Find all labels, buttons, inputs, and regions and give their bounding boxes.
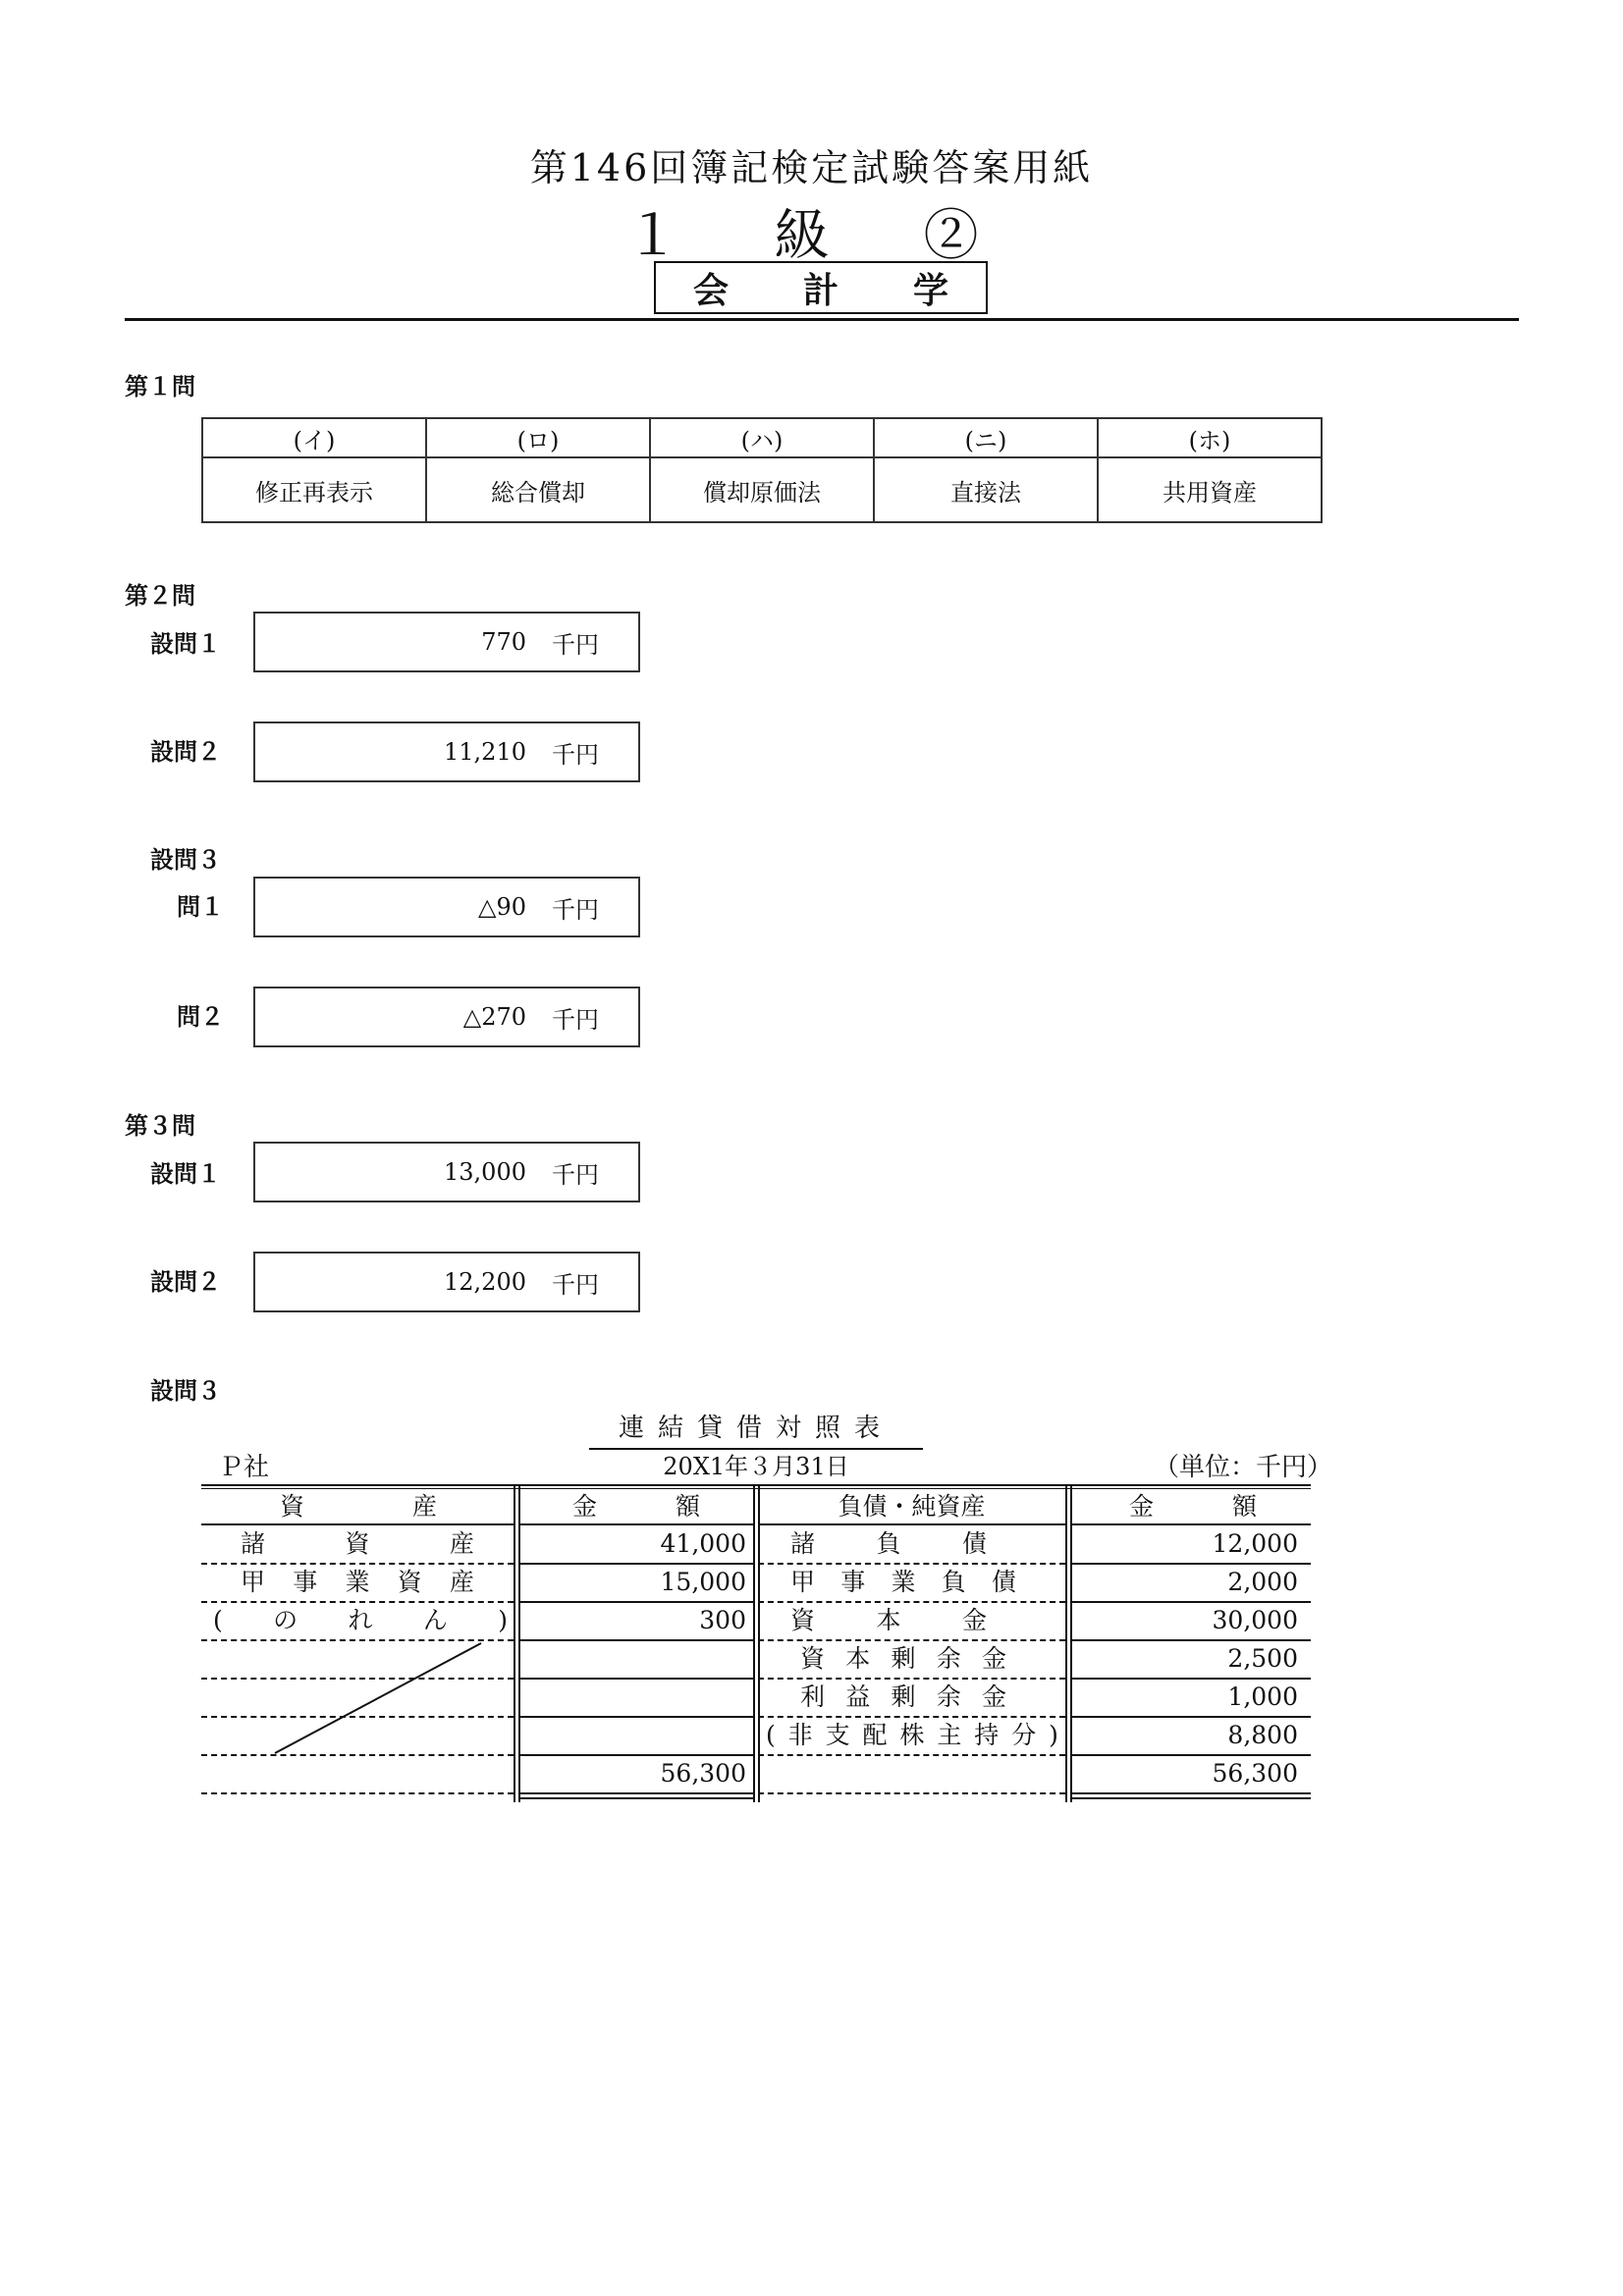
q3-s3-label: 設問３ <box>150 1377 221 1405</box>
q3-s1-label: 設問１ <box>150 1160 221 1188</box>
label-char: 債 <box>991 1568 1016 1596</box>
q2-s3-p1-answer-box <box>253 877 640 937</box>
table-top-rule <box>201 1484 1311 1486</box>
blank-area-slash <box>201 1635 514 1763</box>
label-char: ( <box>766 1721 776 1749</box>
asset-item-label <box>213 1602 508 1639</box>
total-assets: 56,300 <box>660 1759 746 1788</box>
header-divider <box>125 318 1519 321</box>
row-rule <box>518 1601 753 1603</box>
label-char: 資 <box>345 1529 370 1558</box>
row-rule <box>1070 1601 1311 1603</box>
row-rule <box>518 1563 753 1565</box>
label-char: 債 <box>961 1529 987 1558</box>
liability-amount: 2,500 <box>1227 1644 1298 1673</box>
label-char: 資 <box>397 1568 422 1596</box>
q3-label: 第３問 <box>125 1112 195 1140</box>
row-rule <box>758 1563 1065 1565</box>
company-name: Ｐ社 <box>218 1453 270 1482</box>
row-rule <box>758 1678 1065 1680</box>
liability-item-label <box>800 1679 1006 1716</box>
row-rule <box>201 1754 514 1756</box>
label-char: 主 <box>937 1721 962 1749</box>
row-rule <box>758 1601 1065 1603</box>
label-char: 益 <box>845 1682 871 1711</box>
answer-value: 13,000 <box>444 1158 526 1186</box>
q1-header-cell: (ニ) <box>874 418 1098 457</box>
header-amount2 <box>1129 1488 1257 1525</box>
row-rule <box>518 1792 753 1794</box>
subject-box <box>654 261 988 314</box>
column-divider <box>514 1484 515 1802</box>
label-char: の <box>273 1606 298 1634</box>
q1-answer-cell: 直接法 <box>874 457 1098 522</box>
row-rule <box>758 1639 1065 1641</box>
row-rule <box>758 1754 1065 1756</box>
asset-amount: 15,000 <box>660 1568 746 1596</box>
consolidated-balance-sheet <box>201 1484 1311 1806</box>
answer-value: △90 <box>478 893 526 921</box>
column-divider <box>753 1484 755 1802</box>
label-char: 分 <box>1011 1721 1037 1749</box>
q1-header-cell: (ロ) <box>426 418 650 457</box>
total-liabilities: 56,300 <box>1212 1759 1298 1788</box>
column-divider <box>1065 1484 1067 1802</box>
answer-unit: 千円 <box>552 895 599 924</box>
answer-unit: 千円 <box>552 1005 599 1034</box>
answer-unit: 千円 <box>552 630 599 659</box>
q1-answer-cell: 償却原価法 <box>650 457 874 522</box>
liability-item-label <box>766 1717 1058 1754</box>
asset-amount: 300 <box>699 1606 746 1634</box>
liability-amount: 12,000 <box>1212 1529 1298 1558</box>
label-char: 金 <box>981 1682 1006 1711</box>
asset-item-label <box>241 1564 474 1601</box>
label-char: ん <box>422 1606 448 1634</box>
q1-answer-cell: 修正再表示 <box>202 457 426 522</box>
row-rule <box>518 1797 753 1799</box>
answer-value: △270 <box>462 1003 526 1031</box>
subject-char: 計 <box>802 270 839 311</box>
label-char: 余 <box>936 1644 961 1673</box>
row-rule <box>518 1716 753 1718</box>
label-char: 甲 <box>790 1568 816 1596</box>
label-char: 資 <box>790 1606 816 1634</box>
liability-item-label <box>800 1640 1006 1678</box>
row-rule <box>201 1601 514 1603</box>
label-char: 持 <box>974 1721 1000 1749</box>
label-char: 利 <box>800 1682 826 1711</box>
q3-s2-label: 設問２ <box>150 1268 221 1296</box>
header-assets <box>280 1488 437 1525</box>
label-char: 産 <box>449 1568 474 1596</box>
label-char: れ <box>348 1606 373 1634</box>
subject-char: 学 <box>912 270 948 311</box>
q1-answer-cell: 共用資産 <box>1098 457 1322 522</box>
q2-s2-label: 設問２ <box>150 738 221 766</box>
header-char: 資 <box>280 1492 305 1521</box>
label-char: 余 <box>936 1682 961 1711</box>
row-rule <box>1070 1716 1311 1718</box>
header-char: 額 <box>1231 1492 1257 1521</box>
row-rule <box>201 1563 514 1565</box>
label-char: 剰 <box>891 1682 916 1711</box>
header-char: 金 <box>572 1492 598 1521</box>
label-char: 諸 <box>241 1529 266 1558</box>
header-char: 産 <box>411 1492 437 1521</box>
row-rule <box>201 1716 514 1718</box>
row-rule <box>1070 1797 1311 1799</box>
label-char: 支 <box>825 1721 850 1749</box>
row-rule <box>201 1639 514 1641</box>
row-rule <box>1070 1678 1311 1680</box>
label-char: 資 <box>800 1644 826 1673</box>
label-char: 非 <box>787 1721 813 1749</box>
row-rule <box>201 1678 514 1680</box>
label-char: ) <box>1049 1721 1058 1749</box>
q1-header-cell: (ホ) <box>1098 418 1322 457</box>
q3-s1-answer-box <box>253 1142 640 1202</box>
q1-header-cell: (イ) <box>202 418 426 457</box>
q2-s3-p2-answer-box <box>253 987 640 1047</box>
balance-sheet-date: 20X1年３月31日 <box>663 1453 849 1480</box>
q1-header-cell: (ハ) <box>650 418 874 457</box>
asset-amount: 41,000 <box>660 1529 746 1558</box>
liability-item-label <box>790 1525 987 1563</box>
header-char: 額 <box>675 1492 700 1521</box>
row-rule <box>518 1754 753 1756</box>
label-char: 剰 <box>891 1644 916 1673</box>
label-char: 負 <box>941 1568 966 1596</box>
row-rule <box>518 1678 753 1680</box>
label-char: 金 <box>981 1644 1006 1673</box>
q2-s3-p1-label: 問１ <box>177 893 224 921</box>
subject-char: 会 <box>692 270 729 311</box>
answer-unit: 千円 <box>552 1160 599 1189</box>
header-liabilities: 負債・純資産 <box>838 1492 986 1521</box>
label-char: 甲 <box>241 1568 266 1596</box>
row-rule <box>1070 1639 1311 1641</box>
liability-amount: 8,800 <box>1227 1721 1298 1749</box>
q2-s3-label: 設問３ <box>150 846 221 874</box>
q2-s1-answer-box <box>253 612 640 672</box>
header-amount <box>572 1488 700 1525</box>
asset-item-label <box>241 1525 474 1563</box>
balance-sheet-title: 連結貸借対照表 <box>589 1408 923 1450</box>
row-rule <box>1070 1792 1311 1794</box>
row-rule <box>1070 1754 1311 1756</box>
q2-label: 第２問 <box>125 582 195 610</box>
row-rule <box>518 1639 753 1641</box>
header-char: 金 <box>1129 1492 1155 1521</box>
row-rule <box>758 1716 1065 1718</box>
answer-value: 12,200 <box>444 1268 526 1296</box>
q2-s1-label: 設問１ <box>150 630 221 658</box>
row-rule <box>758 1792 1065 1794</box>
label-char: 本 <box>845 1644 871 1673</box>
q2-s2-answer-box <box>253 721 640 782</box>
q1-answer-table <box>201 417 1323 523</box>
liability-amount: 2,000 <box>1227 1568 1298 1596</box>
label-char: ) <box>498 1606 508 1634</box>
q3-s2-answer-box <box>253 1252 640 1312</box>
label-char: 産 <box>449 1529 474 1558</box>
q1-label: 第１問 <box>125 373 195 400</box>
liability-item-label <box>790 1602 987 1639</box>
row-rule <box>201 1792 514 1794</box>
row-rule <box>1070 1563 1311 1565</box>
label-char: 業 <box>891 1568 916 1596</box>
label-char: 本 <box>876 1606 901 1634</box>
label-char: 事 <box>840 1568 866 1596</box>
label-char: 配 <box>862 1721 888 1749</box>
answer-unit: 千円 <box>552 740 599 769</box>
grade-label: １ 級 ② <box>624 204 999 268</box>
label-char: 金 <box>961 1606 987 1634</box>
label-char: 業 <box>345 1568 370 1596</box>
label-char: ( <box>213 1606 223 1634</box>
answer-value: 770 <box>481 628 526 656</box>
q2-s3-p2-label: 問２ <box>177 1003 224 1031</box>
answer-unit: 千円 <box>552 1270 599 1299</box>
q1-answer-cell: 総合償却 <box>426 457 650 522</box>
label-char: 負 <box>876 1529 901 1558</box>
page-title: 第146回簿記検定試験答案用紙 <box>529 146 1094 189</box>
label-char: 株 <box>899 1721 925 1749</box>
label-char: 諸 <box>790 1529 816 1558</box>
liability-amount: 1,000 <box>1227 1682 1298 1711</box>
liability-amount: 30,000 <box>1212 1606 1298 1634</box>
unit-label: （単位：千円） <box>1154 1453 1333 1482</box>
liability-item-label <box>790 1564 1016 1601</box>
answer-value: 11,210 <box>444 738 526 766</box>
label-char: 事 <box>293 1568 318 1596</box>
